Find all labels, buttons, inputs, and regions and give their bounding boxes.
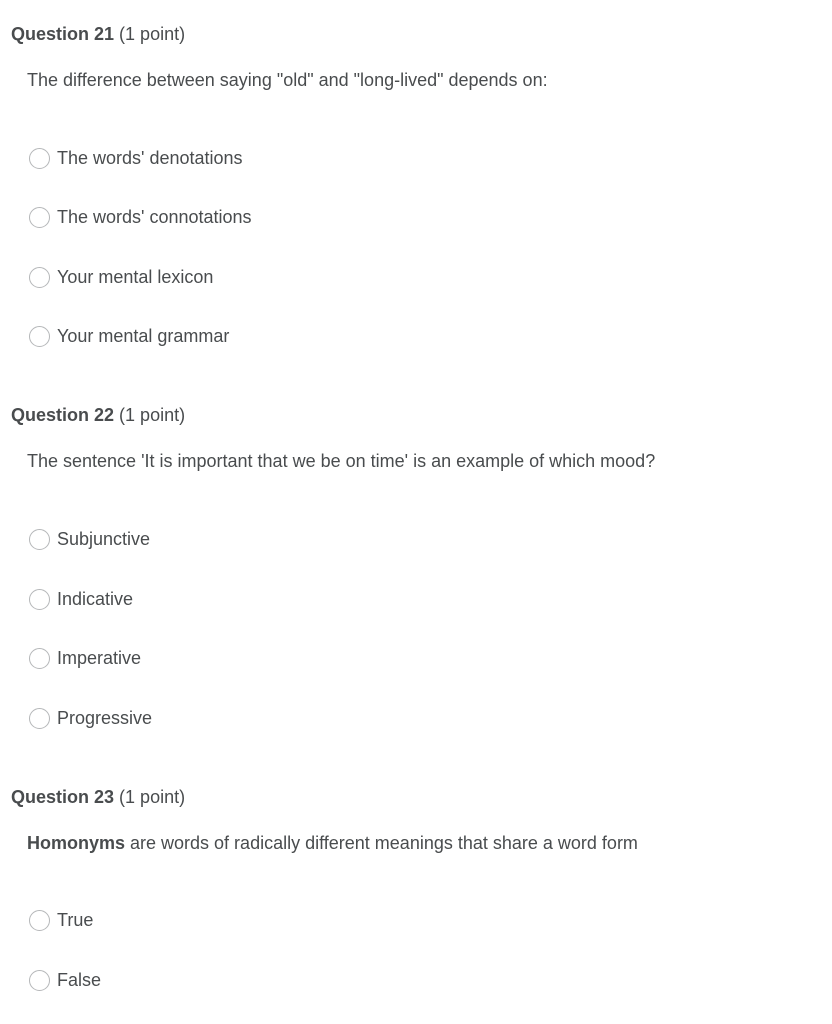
question-number: Question 23 (11, 787, 115, 807)
question-points: (1 point) (119, 405, 186, 425)
option-label: False (57, 970, 102, 990)
question-points: (1 point) (119, 787, 186, 807)
question-prompt: The sentence 'It is important that we be on time' is an example of which mood? (27, 451, 656, 471)
option-label: Imperative (57, 648, 142, 668)
option-label: Indicative (57, 589, 134, 609)
option-indicative[interactable] (29, 586, 133, 612)
option-label: True (57, 910, 94, 930)
option-false[interactable] (29, 967, 101, 993)
radio-button[interactable] (29, 708, 50, 729)
radio-button[interactable] (29, 589, 50, 610)
question-prompt (27, 832, 638, 854)
radio-button[interactable] (29, 326, 50, 347)
question-number: Question 22 (11, 405, 115, 425)
question-header (11, 786, 185, 808)
question-header (11, 404, 185, 426)
option-mental-lexicon[interactable] (29, 264, 213, 290)
radio-button[interactable] (29, 148, 50, 169)
question-prompt: The difference between saying "old" and "long-lived" depends on: (27, 70, 548, 90)
option-label: Subjunctive (57, 529, 151, 549)
option-label: The words' denotations (57, 148, 243, 168)
radio-button[interactable] (29, 207, 50, 228)
radio-button[interactable] (29, 529, 50, 550)
option-subjunctive[interactable] (29, 526, 150, 552)
option-mental-grammar[interactable] (29, 323, 229, 349)
option-label: The words' connotations (57, 207, 252, 227)
radio-button[interactable] (29, 970, 50, 991)
question-number: Question 21 (11, 24, 115, 44)
radio-button[interactable] (29, 648, 50, 669)
radio-button[interactable] (29, 267, 50, 288)
option-connotations[interactable] (29, 204, 252, 230)
option-label: Your mental lexicon (57, 267, 214, 287)
option-progressive[interactable] (29, 705, 152, 731)
prompt-text: are words of radically different meanings that share a word form (125, 833, 638, 853)
prompt-term: Homonyms (27, 833, 126, 853)
option-true[interactable] (29, 907, 93, 933)
option-label: Your mental grammar (57, 326, 230, 346)
option-denotations[interactable] (29, 145, 243, 171)
question-points: (1 point) (119, 24, 186, 44)
option-imperative[interactable] (29, 645, 141, 671)
radio-button[interactable] (29, 910, 50, 931)
question-header (11, 23, 185, 45)
option-label: Progressive (57, 708, 153, 728)
